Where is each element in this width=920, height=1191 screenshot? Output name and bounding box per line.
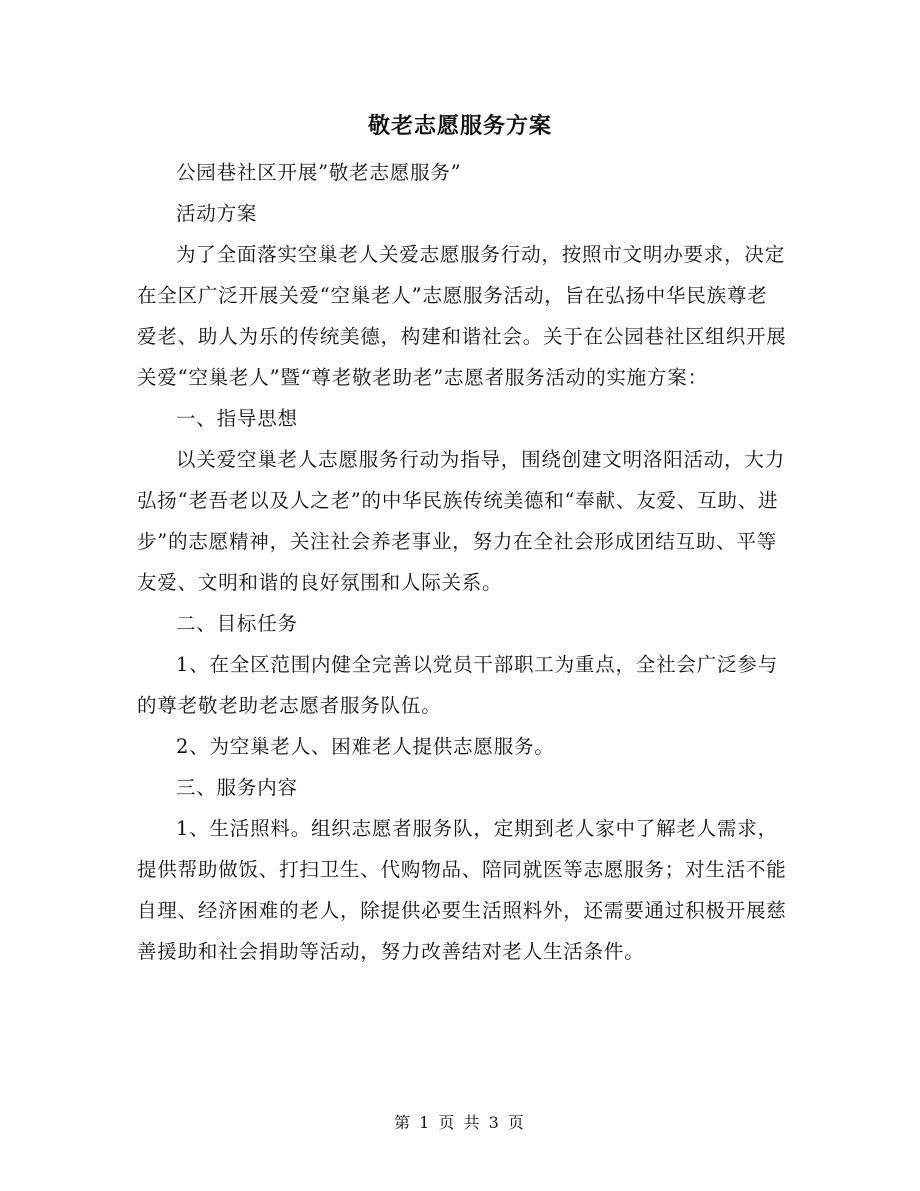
heading-service-content: 三、服务内容	[176, 776, 298, 799]
page-footer: 第 1 页 共 3 页	[394, 1113, 526, 1132]
document-title: 敬老志愿服务方案	[367, 113, 552, 139]
paragraph-guiding-thought: 以关爱空巢老人志愿服务行动为指导，围绕创建文明洛阳活动，大力弘扬“老吾老以及人之老”的中华民族传统美德和“奉献、友爱、互助、进步”的志愿精神，关注社会养老事业，努力在全社会形成团结互助、平等友爱、文明和谐的良好氛围和人际关系。	[137, 448, 786, 594]
paragraph-subtitle-line2: 活动方案	[176, 202, 258, 225]
paragraph-service-1: 1、生活照料。组织志愿者服务队，定期到老人家中了解老人需求，提供帮助做饭、打扫卫生、代购物品、陪同就医等志愿服务；对生活不能自理、经济困难的老人，除提供必要生活照料外，还需要通过积极开展慈善援助和社会捐助等活动，努力改善结对老人生活条件。	[137, 817, 787, 963]
paragraph-goal-1: 1、在全区范围内健全完善以党员干部职工为重点，全社会广泛参与的尊老敬老助老志愿者服务队伍。	[137, 653, 778, 717]
heading-guiding-thought: 一、指导思想	[176, 407, 298, 430]
document-body	[137, 152, 787, 972]
paragraph-intro: 为了全面落实空巢老人关爱志愿服务行动，按照市文明办要求，决定在全区广泛开展关爱“空巢老人”志愿服务活动，旨在弘扬中华民族尊老爱老、助人为乐的传统美德，构建和谐社会。关于在公园巷社区组织开展关爱“空巢老人”暨“尊老敬老助老”志愿者服务活动的实施方案：	[137, 243, 787, 389]
paragraph-goal-2: 2、为空巢老人、困难老人提供志愿服务。	[176, 735, 555, 758]
paragraph-subtitle-line1: 公园巷社区开展”敬老志愿服务”	[176, 161, 462, 184]
heading-goals: 二、目标任务	[176, 612, 298, 635]
